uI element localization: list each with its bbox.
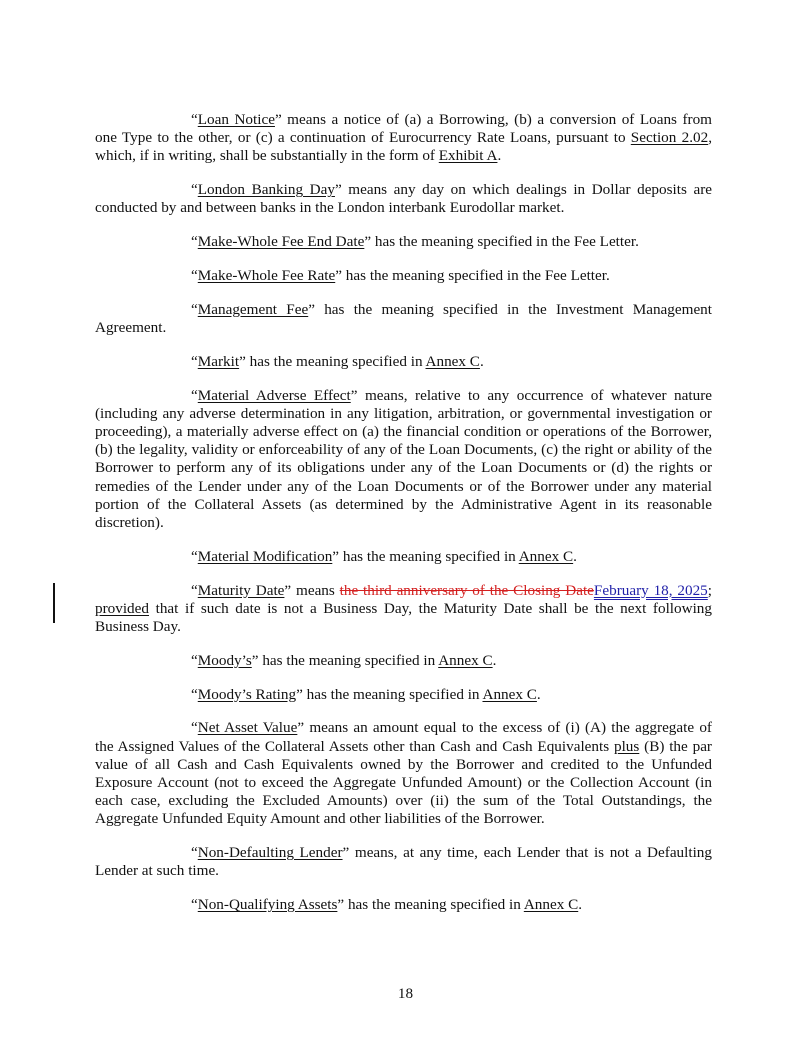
open-quote: “: [191, 233, 198, 251]
open-quote: “: [191, 685, 198, 703]
defined-term: Material Modification: [197, 547, 333, 565]
definition-text: .: [492, 651, 497, 669]
definition-text: means, relative to any occurrence of whatever nature (including any adverse determination in any litigation, arbitration, or governmental investigation or proceeding), a materially adverse effect on (a) the financial condition or operations of the Borrower, (b) the legality, validity or enforceability of any of the Loan Documents, (c) the right or ability of the Borrower to perform any of its obligations under any of the Loan Documents or (d) the rights or remedies of the Lender under any of the Loan Documents or of the Borrower under any material portion of the Collateral Assets (as determined by the Administrative Agent in its reasonable discretion).: [95, 386, 712, 532]
open-quote: “: [191, 352, 198, 370]
close-quote: ”: [350, 386, 358, 404]
defined-term: Moody’s Rating: [197, 685, 297, 703]
definition-text: .: [578, 896, 583, 914]
close-quote: ”: [296, 685, 303, 703]
cross-reference: Annex C: [482, 685, 537, 703]
revision-change-bar: [53, 583, 55, 623]
cross-reference: Exhibit A: [438, 147, 498, 165]
definition-non-defaulting-lender: [95, 844, 712, 880]
definition-text: ;: [707, 581, 713, 599]
defined-term: Non-Defaulting Lender: [197, 844, 343, 862]
definition-text: .: [497, 147, 502, 165]
defined-term: Non-Qualifying Assets: [197, 896, 338, 914]
defined-term: Loan Notice: [197, 111, 275, 128]
close-quote: ”: [308, 300, 315, 318]
cross-reference: Annex C: [425, 352, 480, 370]
definition-text: has the meaning specified in the Fee Letter.: [341, 267, 610, 284]
close-quote: ”: [337, 896, 345, 914]
defined-term: Make-Whole Fee Rate: [197, 267, 336, 284]
open-quote: “: [191, 547, 198, 565]
definition-text: has the meaning specified in the Investment Management Agreement.: [95, 300, 713, 336]
open-quote: “: [191, 267, 198, 284]
definition-text: means, at any time, each Lender that is not a Defaulting Lender at such time.: [95, 844, 712, 880]
definition-management-fee: [95, 301, 712, 337]
definition-markit: [95, 353, 712, 371]
close-quote: ”: [364, 233, 372, 251]
close-quote: ”: [284, 581, 292, 599]
cross-reference: Annex C: [523, 896, 579, 914]
open-quote: “: [191, 581, 198, 599]
close-quote: ”: [342, 844, 350, 862]
cross-reference: provided: [95, 599, 149, 617]
definition-text: has the meaning specified in: [258, 651, 439, 669]
defined-term: Maturity Date: [197, 581, 285, 599]
definition-non-qualifying-assets: [95, 896, 712, 914]
defined-term: Management Fee: [197, 300, 309, 318]
defined-term: Net Asset Value: [197, 719, 298, 737]
open-quote: “: [191, 844, 198, 862]
definition-text: means an amount equal to the excess of (i) (A) the aggregate of the Assigned Values of the Collateral Assets other than Cash and Cash Equivalents: [95, 719, 712, 755]
open-quote: “: [191, 181, 198, 199]
document-page: [95, 111, 712, 930]
definition-text: .: [573, 547, 577, 565]
open-quote: “: [191, 651, 198, 669]
open-quote: “: [191, 896, 198, 914]
defined-term: London Banking Day: [197, 181, 335, 199]
cross-reference: Section 2.02: [630, 129, 709, 147]
definition-text: means a notice of (a) a Borrowing, (b) a conversion of Loans from one Type to the other, or (c) a continuation of Eurocurrency Rate Loans, pursuant to: [95, 111, 712, 147]
definition-loan-notice: [95, 111, 712, 166]
definition-moodys: [95, 652, 712, 670]
defined-term: Moody’s: [197, 651, 252, 669]
defined-term: Make-Whole Fee End Date: [197, 233, 365, 251]
close-quote: ”: [251, 651, 259, 669]
definition-text: (B) the par value of all Cash and Cash Equivalents owned by the Borrower and credited to the Unfunded Exposure Account (not to exceed the Aggregate Unfunded Amount) or the Collection Account (in each case, excluding the Excluded Amounts) over (ii) the sum of the Total Outstandings, the Aggregate Unfunded Equity Amount and other liabilities of the Borrower.: [95, 737, 712, 828]
definition-text: , which, if in writing, shall be substantially in the form of: [95, 129, 712, 165]
definition-text: has the meaning specified in: [302, 685, 483, 703]
definition-net-asset-value: [95, 719, 712, 828]
definition-text: has the meaning specified in: [344, 896, 524, 914]
cross-reference: plus: [613, 737, 640, 755]
cross-reference: Annex C: [438, 651, 493, 669]
deleted-text: the third anniversary of the Closing Date: [339, 581, 594, 599]
definition-text: .: [536, 685, 541, 703]
defined-term: Material Adverse Effect: [197, 386, 351, 404]
open-quote: “: [191, 719, 198, 737]
open-quote: “: [191, 111, 198, 128]
inserted-text: February 18, 2025: [593, 581, 708, 599]
close-quote: ”: [335, 267, 342, 284]
open-quote: “: [191, 386, 198, 404]
definition-moodys-rating: [95, 686, 712, 704]
definition-maturity-date: [95, 582, 712, 637]
definition-material-adverse-effect: [95, 387, 712, 533]
definition-london-banking-day: [95, 181, 712, 217]
cross-reference: Annex C: [518, 547, 574, 565]
close-quote: ”: [239, 352, 246, 370]
definition-make-whole-fee-end-date: [95, 233, 712, 251]
definition-text: that if such date is not a Business Day, the Maturity Date shall be the next following Business Day.: [95, 599, 712, 636]
definition-text: has the meaning specified in the Fee Letter.: [371, 233, 639, 251]
definition-text: means any day on which dealings in Dollar deposits are conducted by and between banks in the London interbank Eurodollar market.: [95, 181, 713, 217]
open-quote: “: [191, 300, 198, 318]
definition-text: .: [479, 352, 484, 370]
close-quote: ”: [334, 181, 342, 199]
defined-term: Markit: [197, 352, 240, 370]
definition-text: has the meaning specified in: [339, 547, 519, 565]
definition-text: has the meaning specified in: [245, 352, 426, 370]
definition-material-modification: [95, 548, 712, 566]
close-quote: ”: [332, 547, 340, 565]
definition-make-whole-fee-rate: [95, 267, 712, 285]
definition-text: means: [291, 581, 340, 599]
page-number: 18: [397, 985, 414, 1002]
close-quote: ”: [274, 111, 282, 128]
close-quote: ”: [297, 719, 305, 737]
